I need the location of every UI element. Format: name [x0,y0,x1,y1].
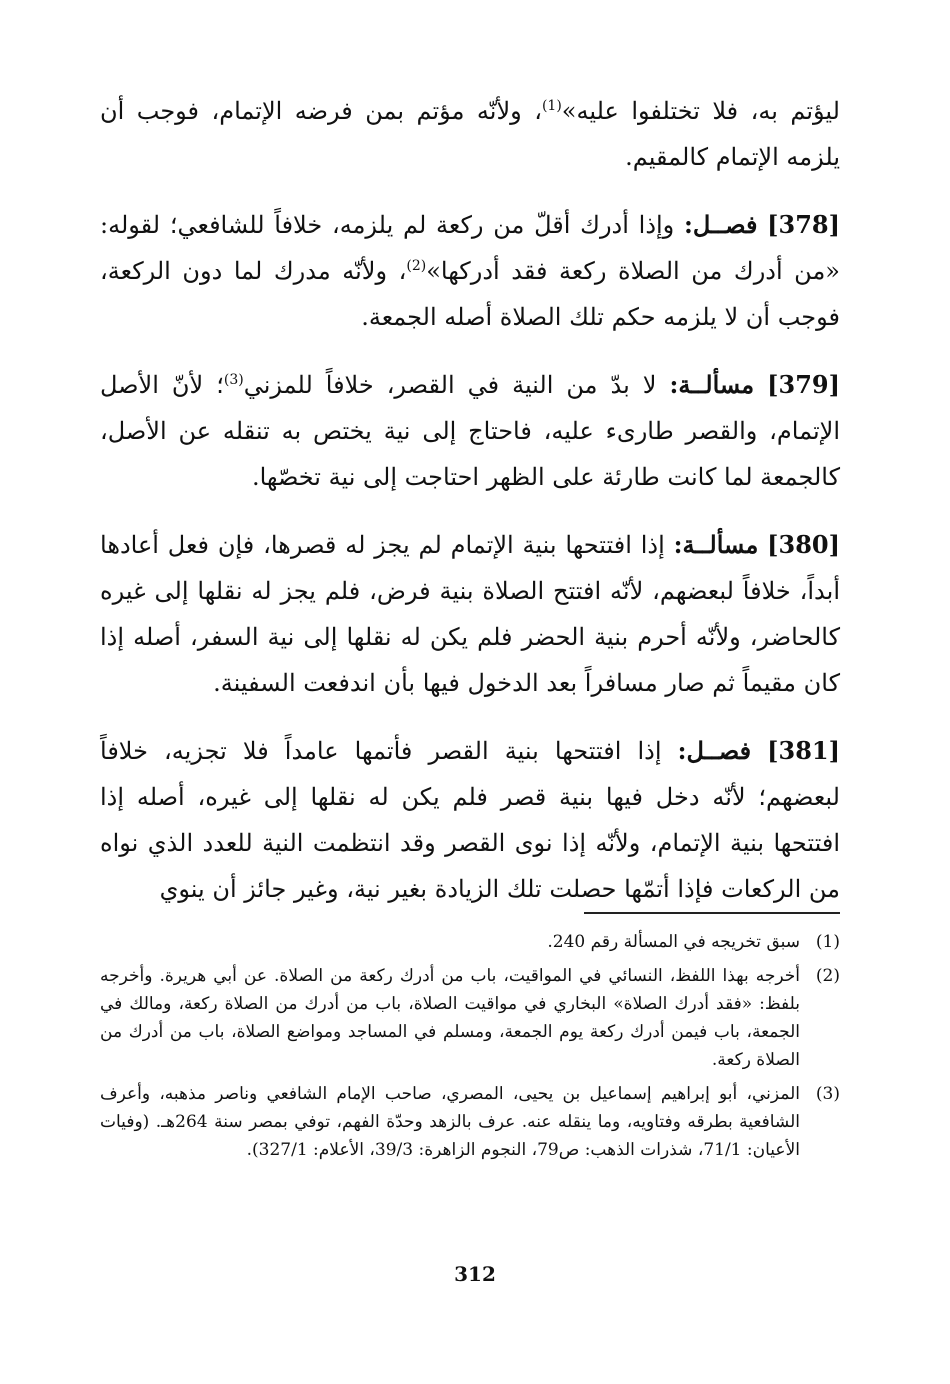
footnotes [100,928,840,1170]
page-number: 312 [454,1262,496,1286]
paragraph-379: [379] مسألــة: لا بدّ من النية في القصر، خلافاً للمزني$^{(3)}$؛ لأنّ الأصل الإتمام، والقصر طارىء عليه، فاحتاج إلى نية يختص به تنقله عن الأصل، كالجمعة لما كانت طارئة على الظهر احتاجت إلى نية تخصّها. [100,370,840,491]
main-text [100,88,840,934]
paragraph-381: [381] فصــل: إذا افتتحها بنية القصر فأتمها عامداً فلا تجزيه، خلافاً لبعضهم؛ لأنّه دخل فيها بنية قصر فلم يكن له نقلها إلى غيره، أصله إذا افتتحها بنية الإتمام، ولأنّه إذا نوى القصر وقد انتظمت النية للعدد الذي نواه من الركعات فإذا أتمّها حصلت تلك الزيادة بغير نية، وغير جائز أن ينوي [100,736,840,903]
footnote-text: المزني، أبو إبراهيم إسماعيل بن يحيى، المصري، صاحب الإمام الشافعي وناصر مذهبه، وأعرف الشافعية بطرقه وفتاويه، وما ينقله عنه. عرف بالزهد وحدّة الفهم، توفي بمصر سنة 264هـ. (وفيات الأعيان: 71/1، شذرات الذهب: ص79، النجوم الزاهرة: 39/3، الأعلام: 327/1). [100,1084,800,1160]
footnote-3 [100,1080,840,1164]
footnote-number: (3) [815,1084,840,1104]
footnote-2 [100,962,840,1074]
paragraph-number: [380] [767,530,840,559]
footnote-number: (2) [815,966,840,986]
footnote-text: سبق تخريجه في المسألة رقم 240. [547,932,800,952]
footnote-ref-2[interactable]: (2) [406,258,427,274]
paragraph-number: [378] [767,210,840,239]
footnote-text: أخرجه بهذا اللفظ، النسائي في المواقيت، باب من أدرك ركعة من الصلاة. عن أبي هريرة. وأخرجه بلفظ: «فقد أدرك الصلاة» البخاري في مواقيت الصلاة، باب من أدرك من الصلاة ركعة، ومالك في الجمعة، باب فيمن أدرك ركعة يوم الجمعة، ومسلم في المساجد ومواضع الصلاة، باب من أدرك من الصلاة ركعة. [100,966,800,1070]
footnote-ref-1[interactable]: (1) [541,98,562,114]
footnote-number: (1) [815,932,840,952]
paragraph-number: [379] [767,370,840,399]
paragraph-378: [378] فصــل: وإذا أدرك أقلّ من ركعة لم يلزمه، خلافاً للشافعي؛ لقوله: «من أدرك من الصلاة ركعة فقد أدركها»$^{(2)}$، ولأنّه مدرك لما دون الركعة، فوجب أن لا يلزمه حكم تلك الصلاة أصله الجمعة. [100,210,840,331]
paragraph-label: مسألــة: [673,530,759,559]
paragraph-number: [381] [767,736,840,765]
footnote-ref-3[interactable]: (3) [223,372,244,388]
paragraph-0: ليؤتم به، فلا تختلفوا عليه»$^{(1)}$، ولأنّه مؤتم بمن فرضه الإتمام، فوجب أن يلزمه الإتمام كالمقيم. [100,97,840,171]
paragraph-380: [380] مسألــة: إذا افتتحها بنية الإتمام لم يجز له قصرها، فإن فعل أعادها أبداً، خلافاً لبعضهم، لأنّه افتتح الصلاة بنية فرض، فلم يجز له نقلها إلى غيره كالحاضر، ولأنّه أحرم بنية الحضر فلم يكن له نقلها إلى نية السفر، أصله إذا كان مقيماً ثم صار مسافراً بعد الدخول فيها بأن اندفعت السفينة. [100,530,840,697]
paragraph-label: فصــل: [677,736,752,765]
footnote-divider [584,912,840,914]
footnote-1 [100,928,840,956]
paragraph-label: مسألــة: [669,370,755,399]
paragraph-label: فصــل: [684,210,758,239]
